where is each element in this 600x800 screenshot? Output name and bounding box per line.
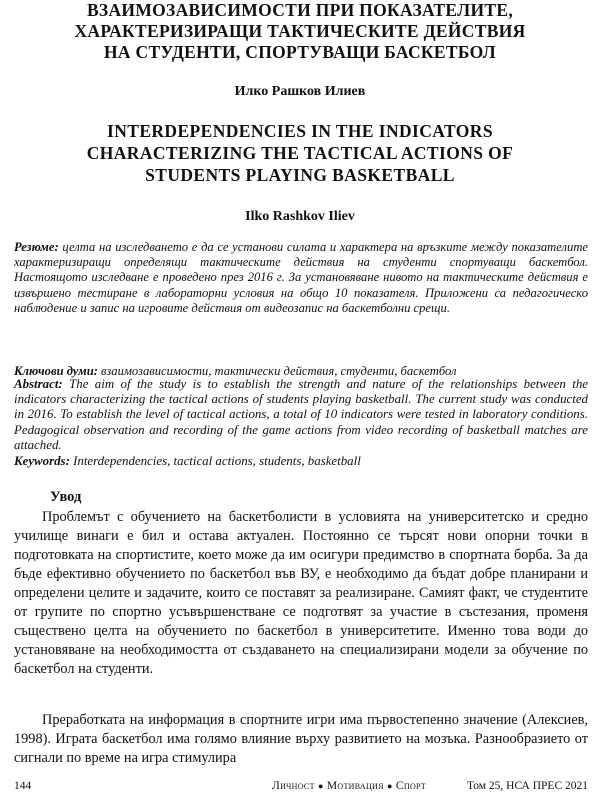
title-bulgarian-line: НА СТУДЕНТИ, СПОРТУВАЩИ БАСКЕТБОЛ <box>104 42 496 62</box>
abstract-english-label: Abstract: <box>14 377 63 391</box>
abstract-bulgarian-text: целта на изследването е да се установи силата и характера на връзките между показателите характеризиращи определящи тактическите действия на студенти спортуващи баскетбол. Настоящото изследване е проведено през 2016 г. За установяване нивото на тактическите действия е извършено тестиране в лабораторни условия на общо 10 показателя. Приложени са педагогическо наблюдение и запис на игровите действия от видеозапис на баскетболни срещи. <box>14 240 588 315</box>
running-title-word: Мотивация <box>326 780 384 792</box>
bullet-icon: ● <box>317 781 324 791</box>
keywords-english-text: Interdependencies, tactical actions, students, basketball <box>69 454 361 468</box>
title-bulgarian-line: ВЗАИМОЗАВИСИМОСТИ ПРИ ПОКАЗАТЕЛИТЕ, <box>86 0 514 20</box>
running-title-word: Спорт <box>395 780 427 792</box>
running-title-word: Личност <box>272 780 315 792</box>
running-title <box>272 780 426 792</box>
paragraph-text: Преработката на информация в спортните игри има първостепенно значение (Алексиев, 1998). Играта баскетбол има голямо влияние върху развитието на мозъка. Разнообразието от сигнали по време на игра стимулира <box>14 712 588 766</box>
title-english-line: STUDENTS PLAYING BASKETBALL <box>145 165 455 185</box>
abstract-english-text: The aim of the study is to establish the strength and nature of the relationships between the indicators characterizing the tactical actions of students playing basketball. The current study was conducted in 2016. To establish the level of tactical actions, a total of 10 indicators were tested in laboratory conditions. Pedagogical observation and recording of the game actions from video recording of basketball matches are attached. <box>14 377 588 452</box>
title-english-line: INTERDEPENDENCIES IN THE INDICATORS <box>107 121 493 141</box>
author-english: Ilko Rashkov Iliev <box>245 209 355 224</box>
page-number: 144 <box>14 780 32 792</box>
abstract-bulgarian-label: Резюме: <box>14 240 59 254</box>
keywords-bulgarian-text: взаимозависимости, тактически действия, студенти, баскетбол <box>97 364 457 378</box>
keywords-bulgarian-label: Ключови думи: <box>14 364 98 378</box>
title-bulgarian-line: ХАРАКТЕРИЗИРАЩИ ТАКТИЧЕСКИТЕ ДЕЙСТВИЯ <box>74 21 526 41</box>
title-bulgarian <box>30 0 570 63</box>
body-paragraph <box>14 711 588 768</box>
page-footer <box>14 780 588 796</box>
section-heading-introduction: Увод <box>50 489 82 505</box>
paragraph-text: Проблемът с обучението на баскетболисти в условията на университетско и средно училище винаги е бил и остава актуален. Постоянно се търсят нови опорни точки в подготовката на спортистите, което може да им осигури предимство в спортната борба. За да бъде ефективно обучението по баскетбол във ВУ, е необходимо да бъдат добре планирани и определени целите и задачите, които се поставят за реализиране. Самият факт, че студентите от групите по спортно усъвършенстване се подготвят за участие в състезания, променя съществено целта на обучението по баскетбол в университетите. Именно това води до установяване на необходимостта от създаването на специализирани модели за обучение по баскетбол на студенти. <box>14 509 588 677</box>
volume-info: Том 25, НСА ПРЕС 2021 <box>467 780 588 792</box>
keywords-english <box>14 454 588 469</box>
body-paragraph <box>14 508 588 679</box>
title-english-line: CHARACTERIZING THE TACTICAL ACTIONS OF <box>86 143 514 163</box>
abstract-bulgarian <box>14 240 588 316</box>
abstract-english <box>14 377 588 453</box>
title-english <box>20 120 580 186</box>
keywords-english-label: Keywords: <box>14 454 70 468</box>
bullet-icon: ● <box>386 781 393 791</box>
author-bulgarian: Илко Рашков Илиев <box>234 84 366 99</box>
